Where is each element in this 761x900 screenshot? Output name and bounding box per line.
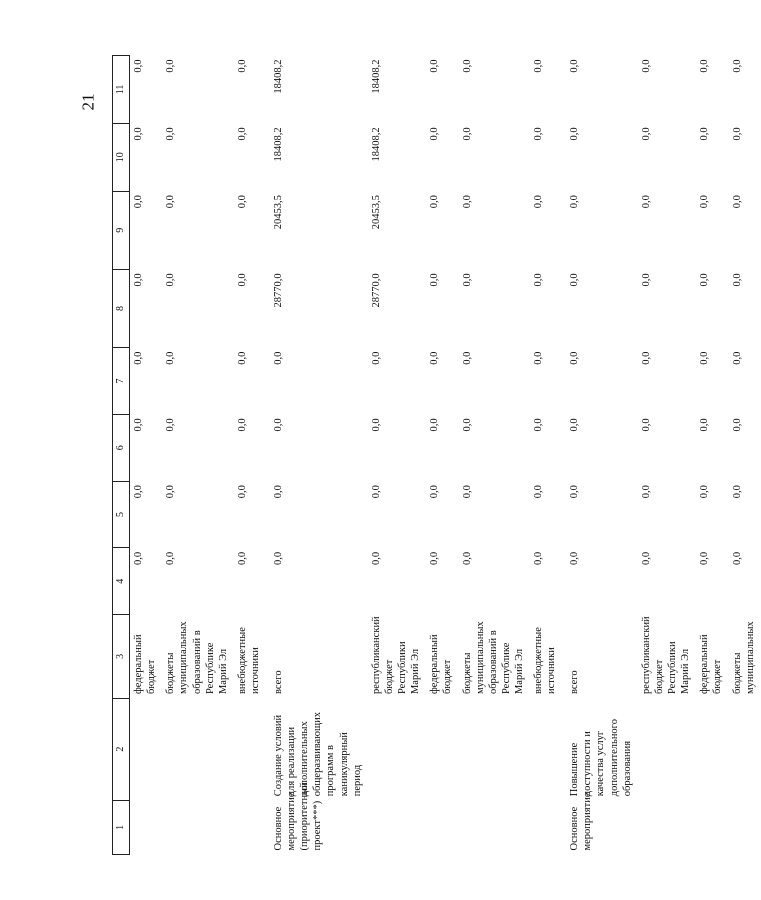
funding-source-cell: федеральный бюджет — [133, 634, 158, 695]
value-cell-col-5: 0,0 — [165, 485, 177, 499]
value-cell-col-11: 0,0 — [236, 59, 248, 73]
value-cell-col-7: 0,0 — [272, 351, 284, 365]
value-cell-col-6: 0,0 — [640, 418, 652, 432]
rotated-table-sheet — [112, 55, 756, 855]
value-cell-col-8: 0,0 — [236, 273, 248, 287]
value-cell-col-7: 0,0 — [429, 351, 441, 365]
activity-name-cell — [696, 698, 728, 800]
value-cell-col-9: 20453,5 — [370, 195, 382, 230]
value-cell-col-11: 0,0 — [429, 59, 441, 73]
activity-type-cell — [638, 800, 697, 854]
activity-type-cell — [426, 800, 458, 854]
value-cell-col-5: 0,0 — [533, 485, 545, 499]
value-cell-col-8: 0,0 — [429, 273, 441, 287]
table-row — [130, 56, 163, 855]
value-cell-col-7: 0,0 — [133, 351, 144, 365]
funding-source-cell: всего — [569, 670, 581, 695]
column-number-6: 6 — [113, 414, 130, 481]
value-cell-col-5: 0,0 — [370, 485, 382, 499]
activity-type-cell — [459, 800, 531, 854]
value-cell-col-6: 0,0 — [731, 418, 743, 432]
funding-source-cell: федеральный бюджет — [699, 634, 724, 695]
value-cell-col-6: 0,0 — [569, 418, 581, 432]
activity-type-cell: Основное мероприятие — [569, 792, 594, 851]
value-cell-col-8: 0,0 — [731, 273, 743, 287]
value-cell-col-8: 0,0 — [699, 273, 711, 287]
activity-name-cell — [729, 698, 761, 800]
value-cell-col-10: 0,0 — [461, 127, 473, 141]
value-cell-col-11: 0,0 — [533, 59, 545, 73]
value-cell-col-10: 0,0 — [640, 127, 652, 141]
activity-name-cell — [459, 698, 531, 800]
activity-name-cell — [426, 698, 458, 800]
value-cell-col-8: 28770,0 — [370, 273, 382, 308]
value-cell-col-9: 20453,5 — [272, 195, 284, 230]
value-cell-col-6: 0,0 — [533, 418, 545, 432]
value-cell-col-4: 0,0 — [236, 551, 248, 565]
value-cell-col-4: 0,0 — [272, 551, 284, 565]
value-cell-col-11: 0,0 — [731, 59, 743, 73]
value-cell-col-6: 0,0 — [461, 418, 473, 432]
activity-name-cell — [162, 698, 234, 800]
column-number-9: 9 — [113, 191, 130, 269]
value-cell-col-5: 0,0 — [429, 485, 441, 499]
value-cell-col-7: 0,0 — [731, 351, 743, 365]
activity-name-cell: Повышение доступности и качества услуг дополнительного образования — [569, 719, 633, 797]
value-cell-col-9: 0,0 — [429, 195, 441, 209]
column-number-1: 1 — [113, 800, 130, 854]
table-row — [234, 56, 270, 855]
funding-source-cell: республиканский бюджет Республики Марий Эл — [640, 616, 692, 695]
value-cell-col-11: 0,0 — [640, 59, 652, 73]
column-number-11: 11 — [113, 56, 130, 124]
value-cell-col-10: 18408,2 — [272, 127, 284, 162]
value-cell-col-9: 0,0 — [533, 195, 545, 209]
activity-type-cell — [234, 800, 270, 854]
value-cell-col-4: 0,0 — [429, 551, 441, 565]
activity-name-cell — [368, 698, 427, 800]
value-cell-col-8: 0,0 — [165, 273, 177, 287]
value-cell-col-7: 0,0 — [461, 351, 473, 365]
value-cell-col-8: 28770,0 — [272, 273, 284, 308]
table-body — [130, 56, 761, 855]
value-cell-col-6: 0,0 — [699, 418, 711, 432]
value-cell-col-10: 0,0 — [165, 127, 177, 141]
column-number-10: 10 — [113, 123, 130, 191]
activity-name-cell — [530, 698, 566, 800]
column-number-2: 2 — [113, 698, 130, 800]
activity-name-cell — [130, 698, 163, 800]
value-cell-col-8: 0,0 — [640, 273, 652, 287]
value-cell-col-11: 0,0 — [461, 59, 473, 73]
value-cell-col-10: 0,0 — [731, 127, 743, 141]
value-cell-col-7: 0,0 — [236, 351, 248, 365]
table-row — [368, 56, 427, 855]
activity-type-cell — [130, 800, 163, 854]
value-cell-col-10: 0,0 — [133, 127, 144, 141]
funding-source-cell: федеральный бюджет — [429, 634, 454, 695]
funding-source-cell: бюджеты муниципальных образований в Республике Марий Эл — [165, 621, 229, 695]
value-cell-col-7: 0,0 — [165, 351, 177, 365]
value-cell-col-9: 0,0 — [133, 195, 144, 209]
value-cell-col-9: 0,0 — [640, 195, 652, 209]
value-cell-col-5: 0,0 — [640, 485, 652, 499]
value-cell-col-9: 0,0 — [569, 195, 581, 209]
value-cell-col-9: 0,0 — [461, 195, 473, 209]
funding-source-cell: внебюджетные источники — [236, 627, 261, 695]
value-cell-col-4: 0,0 — [640, 551, 652, 565]
table-row — [270, 56, 368, 855]
value-cell-col-4: 0,0 — [569, 551, 581, 565]
table-row — [566, 56, 638, 855]
value-cell-col-10: 0,0 — [236, 127, 248, 141]
value-cell-col-6: 0,0 — [133, 418, 144, 432]
page-number: 21 — [78, 93, 98, 111]
value-cell-col-5: 0,0 — [272, 485, 284, 499]
funding-source-cell: всего — [272, 670, 284, 695]
value-cell-col-4: 0,0 — [165, 551, 177, 565]
budget-table — [112, 55, 761, 855]
value-cell-col-9: 0,0 — [236, 195, 248, 209]
value-cell-col-10: 0,0 — [699, 127, 711, 141]
value-cell-col-5: 0,0 — [699, 485, 711, 499]
value-cell-col-6: 0,0 — [236, 418, 248, 432]
activity-name-cell — [234, 698, 270, 800]
value-cell-col-10: 0,0 — [429, 127, 441, 141]
value-cell-col-11: 18408,2 — [272, 59, 284, 94]
table-row — [696, 56, 728, 855]
value-cell-col-10: 0,0 — [569, 127, 581, 141]
activity-type-cell — [162, 800, 234, 854]
funding-source-cell: республиканский бюджет Республики Марий Эл — [370, 616, 422, 695]
value-cell-col-11: 18408,2 — [370, 59, 382, 94]
column-number-4: 4 — [113, 548, 130, 615]
column-number-7: 7 — [113, 348, 130, 415]
value-cell-col-8: 0,0 — [461, 273, 473, 287]
table-row — [729, 56, 761, 855]
value-cell-col-10: 0,0 — [533, 127, 545, 141]
value-cell-col-6: 0,0 — [370, 418, 382, 432]
value-cell-col-9: 0,0 — [165, 195, 177, 209]
table-row — [530, 56, 566, 855]
value-cell-col-7: 0,0 — [640, 351, 652, 365]
value-cell-col-8: 0,0 — [133, 273, 144, 287]
activity-type-cell — [530, 800, 566, 854]
funding-source-cell: бюджеты муниципальных — [731, 621, 756, 695]
column-number-3: 3 — [113, 615, 130, 698]
value-cell-col-4: 0,0 — [699, 551, 711, 565]
value-cell-col-7: 0,0 — [533, 351, 545, 365]
value-cell-col-4: 0,0 — [461, 551, 473, 565]
value-cell-col-8: 0,0 — [569, 273, 581, 287]
value-cell-col-6: 0,0 — [429, 418, 441, 432]
value-cell-col-11: 0,0 — [165, 59, 177, 73]
value-cell-col-11: 0,0 — [699, 59, 711, 73]
header-row — [113, 56, 130, 855]
value-cell-col-5: 0,0 — [236, 485, 248, 499]
value-cell-col-4: 0,0 — [133, 551, 144, 565]
value-cell-col-7: 0,0 — [699, 351, 711, 365]
value-cell-col-11: 0,0 — [569, 59, 581, 73]
activity-type-cell: Основное мероприятие (приоритетный проект***) — [272, 782, 324, 851]
value-cell-col-7: 0,0 — [370, 351, 382, 365]
value-cell-col-4: 0,0 — [370, 551, 382, 565]
activity-name-cell — [638, 698, 697, 800]
table-row — [426, 56, 458, 855]
table-row — [162, 56, 234, 855]
value-cell-col-11: 0,0 — [133, 59, 144, 73]
value-cell-col-6: 0,0 — [165, 418, 177, 432]
value-cell-col-9: 0,0 — [731, 195, 743, 209]
value-cell-col-8: 0,0 — [533, 273, 545, 287]
value-cell-col-4: 0,0 — [533, 551, 545, 565]
value-cell-col-10: 18408,2 — [370, 127, 382, 162]
activity-type-cell — [729, 800, 761, 854]
table-row — [638, 56, 697, 855]
value-cell-col-5: 0,0 — [569, 485, 581, 499]
funding-source-cell: внебюджетные источники — [533, 627, 558, 695]
value-cell-col-5: 0,0 — [133, 485, 144, 499]
funding-source-cell: бюджеты муниципальных образований в Республике Марий Эл — [461, 621, 525, 695]
value-cell-col-5: 0,0 — [461, 485, 473, 499]
activity-type-cell — [696, 800, 728, 854]
column-number-5: 5 — [113, 481, 130, 548]
table-row — [459, 56, 531, 855]
value-cell-col-6: 0,0 — [272, 418, 284, 432]
activity-name-cell: Создание условий для реализации дополнительных общеразвивающих программ в каникулярный период — [272, 712, 363, 797]
activity-type-cell — [368, 800, 427, 854]
value-cell-col-5: 0,0 — [731, 485, 743, 499]
value-cell-col-4: 0,0 — [731, 551, 743, 565]
column-number-8: 8 — [113, 269, 130, 347]
value-cell-col-9: 0,0 — [699, 195, 711, 209]
value-cell-col-7: 0,0 — [569, 351, 581, 365]
